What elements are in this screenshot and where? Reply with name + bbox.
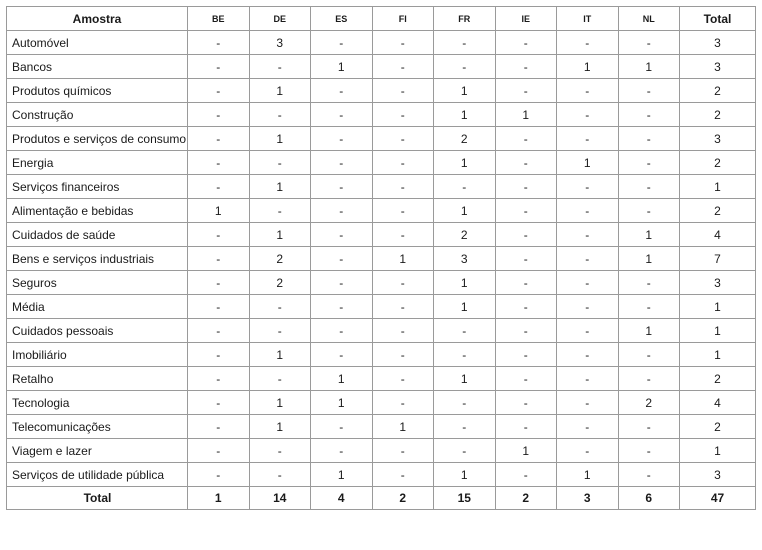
count-cell: - xyxy=(434,343,496,367)
table-row xyxy=(7,151,756,175)
sector-name-cell: Produtos e serviços de consumo xyxy=(7,127,188,151)
count-cell: 1 xyxy=(557,463,619,487)
count-cell: - xyxy=(618,199,680,223)
count-cell: 2 xyxy=(434,127,496,151)
count-cell: 1 xyxy=(311,367,373,391)
count-cell: - xyxy=(311,151,373,175)
count-cell: 1 xyxy=(434,103,496,127)
sector-name-cell: Imobiliário xyxy=(7,343,188,367)
count-cell: - xyxy=(618,31,680,55)
totals-cell: 1 xyxy=(188,487,250,510)
count-cell: - xyxy=(372,391,434,415)
totals-cell: 6 xyxy=(618,487,680,510)
count-cell: - xyxy=(434,415,496,439)
count-cell: - xyxy=(618,367,680,391)
count-cell: 1 xyxy=(249,127,311,151)
count-cell: - xyxy=(249,199,311,223)
count-cell: - xyxy=(372,223,434,247)
count-cell: - xyxy=(372,439,434,463)
count-cell: - xyxy=(188,463,250,487)
count-cell: - xyxy=(557,79,619,103)
count-cell: - xyxy=(249,151,311,175)
count-cell: - xyxy=(495,295,557,319)
count-cell: - xyxy=(618,127,680,151)
count-cell: 1 xyxy=(434,367,496,391)
count-cell: - xyxy=(618,295,680,319)
table-row xyxy=(7,55,756,79)
count-cell: 1 xyxy=(434,79,496,103)
table-row xyxy=(7,247,756,271)
count-cell: - xyxy=(311,295,373,319)
row-total-cell: 3 xyxy=(680,271,756,295)
row-total-cell: 2 xyxy=(680,367,756,391)
count-cell: - xyxy=(372,463,434,487)
sector-name-cell: Construção xyxy=(7,103,188,127)
count-cell: - xyxy=(372,343,434,367)
count-cell: - xyxy=(618,79,680,103)
count-cell: - xyxy=(188,127,250,151)
row-total-cell: 4 xyxy=(680,223,756,247)
count-cell: - xyxy=(557,319,619,343)
table-row xyxy=(7,31,756,55)
count-cell: - xyxy=(495,319,557,343)
count-cell: - xyxy=(495,391,557,415)
row-total-cell: 1 xyxy=(680,343,756,367)
count-cell: 1 xyxy=(618,223,680,247)
count-cell: - xyxy=(557,199,619,223)
count-cell: - xyxy=(434,391,496,415)
count-cell: - xyxy=(311,319,373,343)
count-cell: 1 xyxy=(249,175,311,199)
count-cell: - xyxy=(311,199,373,223)
sector-name-cell: Telecomunicações xyxy=(7,415,188,439)
count-cell: - xyxy=(249,103,311,127)
count-cell: - xyxy=(372,319,434,343)
count-cell: - xyxy=(557,295,619,319)
count-cell: 1 xyxy=(311,391,373,415)
count-cell: - xyxy=(372,271,434,295)
count-cell: 1 xyxy=(311,55,373,79)
country-column-header: DE xyxy=(249,7,311,31)
count-cell: 1 xyxy=(372,415,434,439)
count-cell: - xyxy=(311,127,373,151)
count-cell: - xyxy=(311,247,373,271)
sector-name-cell: Cuidados pessoais xyxy=(7,319,188,343)
count-cell: 1 xyxy=(434,271,496,295)
country-column-header: IT xyxy=(557,7,619,31)
count-cell: - xyxy=(188,271,250,295)
count-cell: - xyxy=(372,199,434,223)
table-row xyxy=(7,367,756,391)
row-total-cell: 2 xyxy=(680,79,756,103)
totals-cell: 15 xyxy=(434,487,496,510)
count-cell: - xyxy=(188,247,250,271)
count-cell: 2 xyxy=(249,247,311,271)
count-cell: - xyxy=(311,103,373,127)
count-cell: 1 xyxy=(557,151,619,175)
table-row xyxy=(7,295,756,319)
count-cell: - xyxy=(495,415,557,439)
count-cell: - xyxy=(618,415,680,439)
row-total-cell: 3 xyxy=(680,55,756,79)
count-cell: - xyxy=(188,223,250,247)
count-cell: 3 xyxy=(249,31,311,55)
table-row xyxy=(7,391,756,415)
count-cell: - xyxy=(495,199,557,223)
count-cell: - xyxy=(372,127,434,151)
count-cell: - xyxy=(495,247,557,271)
count-cell: - xyxy=(311,439,373,463)
count-cell: - xyxy=(495,271,557,295)
sector-name-cell: Serviços de utilidade pública xyxy=(7,463,188,487)
sector-name-cell: Produtos químicos xyxy=(7,79,188,103)
count-cell: - xyxy=(188,319,250,343)
count-cell: - xyxy=(495,343,557,367)
count-cell: 1 xyxy=(434,199,496,223)
count-cell: - xyxy=(434,319,496,343)
count-cell: - xyxy=(372,367,434,391)
grand-total-cell: 47 xyxy=(680,487,756,510)
sector-name-cell: Alimentação e bebidas xyxy=(7,199,188,223)
count-cell: 1 xyxy=(434,295,496,319)
count-cell: - xyxy=(495,79,557,103)
row-total-cell: 7 xyxy=(680,247,756,271)
count-cell: - xyxy=(495,31,557,55)
count-cell: - xyxy=(372,151,434,175)
table-row xyxy=(7,439,756,463)
count-cell: 1 xyxy=(434,463,496,487)
count-cell: - xyxy=(557,223,619,247)
table-row xyxy=(7,79,756,103)
row-total-cell: 4 xyxy=(680,391,756,415)
sector-name-cell: Bancos xyxy=(7,55,188,79)
row-total-cell: 1 xyxy=(680,175,756,199)
total-column-header: Total xyxy=(680,7,756,31)
count-cell: - xyxy=(618,151,680,175)
count-cell: - xyxy=(249,319,311,343)
count-cell: - xyxy=(188,175,250,199)
count-cell: - xyxy=(188,103,250,127)
count-cell: - xyxy=(495,175,557,199)
sector-name-cell: Seguros xyxy=(7,271,188,295)
table-row xyxy=(7,175,756,199)
count-cell: - xyxy=(188,31,250,55)
count-cell: - xyxy=(434,55,496,79)
count-cell: - xyxy=(434,439,496,463)
count-cell: 1 xyxy=(495,103,557,127)
count-cell: - xyxy=(618,343,680,367)
count-cell: - xyxy=(311,31,373,55)
count-cell: - xyxy=(372,295,434,319)
count-cell: - xyxy=(311,271,373,295)
table-body xyxy=(7,31,756,487)
count-cell: 1 xyxy=(311,463,373,487)
table-row xyxy=(7,343,756,367)
count-cell: - xyxy=(557,247,619,271)
count-cell: 1 xyxy=(372,247,434,271)
country-column-header: IE xyxy=(495,7,557,31)
count-cell: - xyxy=(557,127,619,151)
row-total-cell: 2 xyxy=(680,415,756,439)
count-cell: 1 xyxy=(249,343,311,367)
count-cell: - xyxy=(372,79,434,103)
count-cell: - xyxy=(188,79,250,103)
table-row xyxy=(7,271,756,295)
count-cell: - xyxy=(618,103,680,127)
count-cell: - xyxy=(311,175,373,199)
count-cell: - xyxy=(249,55,311,79)
count-cell: - xyxy=(434,31,496,55)
count-cell: - xyxy=(249,439,311,463)
count-cell: - xyxy=(311,79,373,103)
count-cell: - xyxy=(557,391,619,415)
count-cell: - xyxy=(495,55,557,79)
row-total-cell: 3 xyxy=(680,31,756,55)
count-cell: - xyxy=(188,151,250,175)
totals-row xyxy=(7,487,756,510)
sector-name-cell: Média xyxy=(7,295,188,319)
count-cell: - xyxy=(188,295,250,319)
row-total-cell: 1 xyxy=(680,319,756,343)
country-column-header: FR xyxy=(434,7,496,31)
count-cell: 1 xyxy=(249,79,311,103)
count-cell: - xyxy=(311,415,373,439)
count-cell: 2 xyxy=(434,223,496,247)
sample-table xyxy=(6,6,756,510)
row-total-cell: 1 xyxy=(680,439,756,463)
table-row xyxy=(7,223,756,247)
count-cell: - xyxy=(618,463,680,487)
count-cell: - xyxy=(372,55,434,79)
count-cell: 1 xyxy=(495,439,557,463)
count-cell: - xyxy=(249,367,311,391)
count-cell: 1 xyxy=(434,151,496,175)
count-cell: - xyxy=(249,295,311,319)
count-cell: - xyxy=(372,31,434,55)
count-cell: - xyxy=(311,343,373,367)
row-total-cell: 2 xyxy=(680,103,756,127)
sector-name-cell: Cuidados de saúde xyxy=(7,223,188,247)
totals-label: Total xyxy=(7,487,188,510)
count-cell: - xyxy=(434,175,496,199)
country-column-header: NL xyxy=(618,7,680,31)
count-cell: - xyxy=(372,175,434,199)
count-cell: 1 xyxy=(249,415,311,439)
count-cell: 1 xyxy=(249,391,311,415)
count-cell: - xyxy=(557,31,619,55)
totals-cell: 4 xyxy=(311,487,373,510)
country-column-header: FI xyxy=(372,7,434,31)
count-cell: 1 xyxy=(557,55,619,79)
count-cell: - xyxy=(557,367,619,391)
row-total-cell: 2 xyxy=(680,151,756,175)
count-cell: - xyxy=(188,343,250,367)
count-cell: - xyxy=(557,415,619,439)
sector-name-cell: Serviços financeiros xyxy=(7,175,188,199)
count-cell: 1 xyxy=(618,55,680,79)
table-row xyxy=(7,415,756,439)
sector-name-cell: Retalho xyxy=(7,367,188,391)
count-cell: - xyxy=(557,175,619,199)
count-cell: - xyxy=(495,367,557,391)
table-row xyxy=(7,199,756,223)
count-cell: - xyxy=(618,439,680,463)
count-cell: 1 xyxy=(618,319,680,343)
sector-name-cell: Bens e serviços industriais xyxy=(7,247,188,271)
row-total-cell: 3 xyxy=(680,127,756,151)
country-column-header: BE xyxy=(188,7,250,31)
count-cell: 1 xyxy=(618,247,680,271)
count-cell: - xyxy=(618,175,680,199)
totals-cell: 14 xyxy=(249,487,311,510)
count-cell: - xyxy=(495,127,557,151)
sector-name-cell: Automóvel xyxy=(7,31,188,55)
table-row xyxy=(7,127,756,151)
table-row xyxy=(7,103,756,127)
sample-column-header: Amostra xyxy=(7,7,188,31)
country-column-header: ES xyxy=(311,7,373,31)
count-cell: 2 xyxy=(618,391,680,415)
row-total-cell: 1 xyxy=(680,295,756,319)
table-row xyxy=(7,463,756,487)
sector-name-cell: Tecnologia xyxy=(7,391,188,415)
count-cell: - xyxy=(188,439,250,463)
count-cell: - xyxy=(495,151,557,175)
table-row xyxy=(7,319,756,343)
row-total-cell: 2 xyxy=(680,199,756,223)
count-cell: - xyxy=(618,271,680,295)
count-cell: - xyxy=(249,463,311,487)
count-cell: - xyxy=(188,367,250,391)
count-cell: - xyxy=(188,55,250,79)
count-cell: - xyxy=(372,103,434,127)
totals-cell: 3 xyxy=(557,487,619,510)
sector-name-cell: Viagem e lazer xyxy=(7,439,188,463)
count-cell: - xyxy=(188,415,250,439)
count-cell: 2 xyxy=(249,271,311,295)
count-cell: - xyxy=(495,463,557,487)
count-cell: - xyxy=(557,439,619,463)
row-total-cell: 3 xyxy=(680,463,756,487)
count-cell: 3 xyxy=(434,247,496,271)
count-cell: - xyxy=(495,223,557,247)
totals-cell: 2 xyxy=(495,487,557,510)
count-cell: 1 xyxy=(249,223,311,247)
count-cell: - xyxy=(557,103,619,127)
header-row xyxy=(7,7,756,31)
count-cell: 1 xyxy=(188,199,250,223)
count-cell: - xyxy=(311,223,373,247)
sector-name-cell: Energia xyxy=(7,151,188,175)
count-cell: - xyxy=(557,271,619,295)
count-cell: - xyxy=(557,343,619,367)
totals-cell: 2 xyxy=(372,487,434,510)
count-cell: - xyxy=(188,391,250,415)
